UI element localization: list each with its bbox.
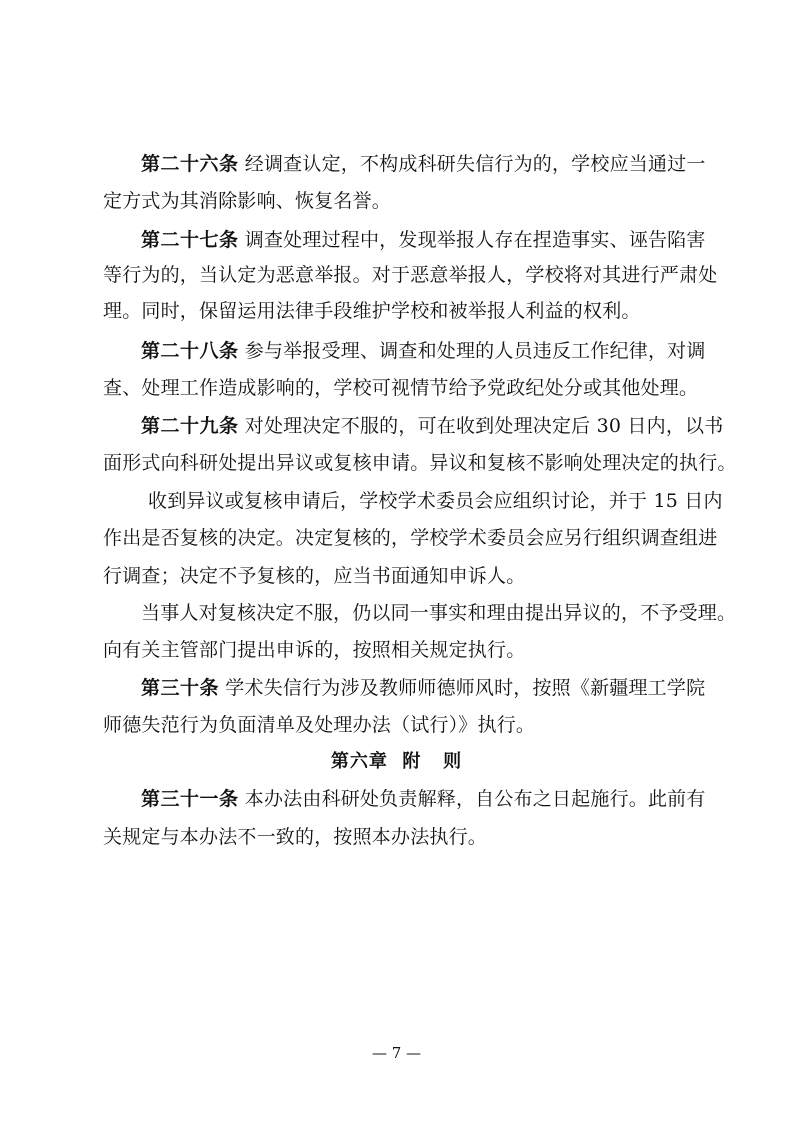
article-28-line-2: 查、处理工作造成影响的，学校可视情节给予党政纪处分或其他处理。 — [103, 377, 699, 399]
article-28-text-1: 参与举报受理、调查和处理的人员违反工作纪律，对调 — [244, 340, 706, 362]
article-30-line-2: 师德失范行为负面清单及处理办法（试行）》执行。 — [103, 714, 536, 736]
article-26-line-1 — [141, 152, 706, 176]
article-30-heading: 第三十条 — [141, 677, 220, 699]
article-28-line-1 — [141, 339, 706, 363]
article-26-line-2: 定方式为其消除影响、恢复名誉。 — [103, 190, 392, 212]
article-31-text-1: 本办法由科研处负责解释，自公布之日起施行。此前有 — [244, 788, 706, 810]
article-27-text-1: 调查处理过程中，发现举报人存在捏造事实、诬告陷害 — [244, 229, 706, 251]
article-28-heading: 第二十八条 — [141, 340, 239, 362]
article-30-line-1 — [141, 676, 705, 700]
review-paragraph-line-1: 收到异议或复核申请后，学校学术委员会应组织讨论，并于 15 日内 — [148, 490, 723, 512]
article-26-heading: 第二十六条 — [141, 153, 239, 175]
article-29-line-1 — [141, 414, 723, 438]
article-29-line-2: 面形式向科研处提出异议或复核申请。异议和复核不影响处理决定的执行。 — [103, 452, 737, 474]
article-27-line-3: 理。同时，保留运用法律手段维护学校和被举报人利益的权利。 — [103, 300, 641, 322]
article-27-line-2: 等行为的，当认定为恶意举报。对于恶意举报人，学校将对其进行严肃处 — [103, 264, 718, 286]
appeal-paragraph-line-2: 向有关主管部门提出申诉的，按照相关规定执行。 — [103, 639, 526, 661]
review-paragraph-line-3: 行调查；决定不予复核的，应当书面通知申诉人。 — [103, 565, 526, 587]
article-31-line-2: 关规定与本办法不一致的，按照本办法执行。 — [103, 826, 488, 848]
article-31-heading: 第三十一条 — [141, 788, 239, 810]
page-number: — 7 — — [371, 1044, 422, 1062]
article-26-text-1: 经调查认定，不构成科研失信行为的，学校应当通过一 — [244, 153, 706, 175]
review-paragraph-line-2: 作出是否复核的决定。决定复核的，学校学术委员会应另行组织调查组进 — [103, 527, 718, 549]
chapter-6-title: 第六章 附 则 — [330, 751, 463, 772]
article-27-line-1 — [141, 228, 706, 252]
article-31-line-1 — [141, 787, 706, 811]
article-29-text-1: 对处理决定不服的，可在收到处理决定后 30 日内，以书 — [244, 415, 724, 437]
appeal-paragraph-line-1: 当事人对复核决定不服，仍以同一事实和理由提出异议的，不予受理。 — [141, 602, 737, 624]
article-30-text-1: 学术失信行为涉及教师师德师风时，按照《新疆理工学院 — [225, 677, 706, 699]
article-29-heading: 第二十九条 — [141, 415, 239, 437]
article-27-heading: 第二十七条 — [141, 229, 239, 251]
